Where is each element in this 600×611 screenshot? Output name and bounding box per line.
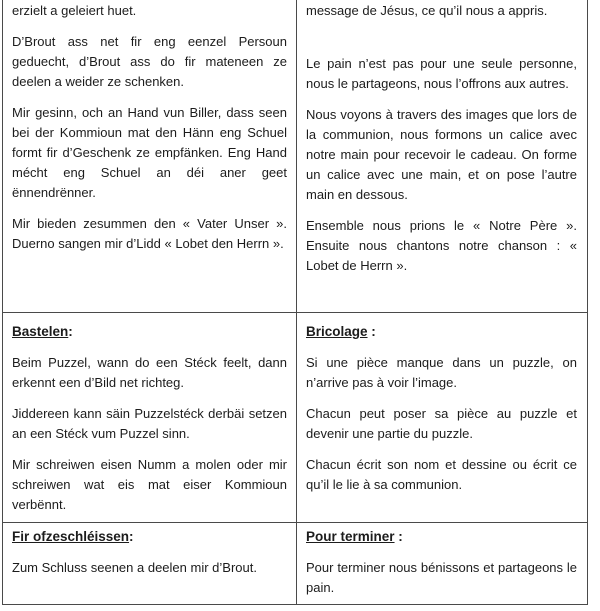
heading-colon: : bbox=[68, 324, 73, 339]
table-row bbox=[3, 312, 587, 522]
heading-text: Fir ofzeschléissen bbox=[12, 529, 130, 544]
paragraph: Nous voyons à travers des images que lors de la communion, nous formons un calice avec notre main pour recevoir le cadeau. On forme un calice avec une main, et on pose l’autre main en dessous. bbox=[306, 107, 577, 202]
table-row bbox=[3, 0, 587, 312]
paragraph: Zum Schluss seenen a deelen mir d’Brout. bbox=[12, 560, 257, 575]
section-heading bbox=[306, 322, 577, 342]
section-heading bbox=[12, 527, 287, 547]
cell-french-craft bbox=[297, 313, 586, 522]
section-heading bbox=[12, 322, 287, 342]
heading-colon: : bbox=[367, 324, 376, 339]
cell-luxembourgish-craft bbox=[3, 313, 297, 522]
paragraph: Pour terminer nous bénissons et partageons le pain. bbox=[306, 560, 577, 595]
paragraph: Ensemble nous prions le « Notre Père ». Ensuite nous chantons notre chanson : « Lobet de Herrn ». bbox=[306, 218, 577, 273]
paragraph: Chacun écrit son nom et dessine ou écrit ce qu’il le lie à sa communion. bbox=[306, 457, 577, 492]
table-row bbox=[3, 522, 587, 604]
paragraph: Mir schreiwen eisen Numm a molen oder mir schreiwen wat eis mat eiser Kommioun verbënnt. bbox=[12, 457, 287, 512]
bilingual-table bbox=[2, 0, 588, 605]
paragraph: Mir bieden zesummen den « Vater Unser ». Duerno sangen mir d’Lidd « Lobet den Herrn ». bbox=[12, 216, 287, 251]
paragraph: Mir gesinn, och an Hand vun Biller, dass seen bei der Kommioun mat den Hänn eng Schuel formt fir d’Geschenk ze empfänken. Eng Hand mécht eng Schuel an déi aner geet ënnendrënner. bbox=[12, 105, 287, 200]
heading-colon: : bbox=[394, 529, 403, 544]
section-heading bbox=[306, 527, 577, 547]
paragraph: D’Brout ass net fir eng eenzel Persoun geduecht, d’Brout ass do fir mateneen ze deelen a weider ze schenken. bbox=[12, 34, 287, 89]
heading-text: Bricolage bbox=[306, 324, 368, 339]
paragraph: message de Jésus, ce qu’il nous a appris. bbox=[306, 3, 548, 18]
paragraph: Le pain n’est pas pour une seule personne, nous le partageons, nous l’offrons aux autres. bbox=[306, 56, 577, 91]
paragraph: erzielt a geleiert huet. bbox=[12, 3, 137, 18]
cell-luxembourgish-intro bbox=[3, 0, 297, 312]
cell-luxembourgish-closing bbox=[3, 523, 297, 604]
heading-text: Bastelen bbox=[12, 324, 69, 339]
cell-french-intro bbox=[297, 0, 586, 312]
paragraph: Chacun peut poser sa pièce au puzzle et devenir une partie du puzzle. bbox=[306, 406, 577, 441]
paragraph: Jiddereen kann säin Puzzelstéck derbäi setzen an een Stéck vum Puzzel sinn. bbox=[12, 406, 287, 441]
paragraph: Beim Puzzel, wann do een Stéck feelt, dann erkennt een d’Bild net richteg. bbox=[12, 355, 287, 390]
cell-french-closing bbox=[297, 523, 586, 604]
heading-colon: : bbox=[129, 529, 134, 544]
paragraph: Si une pièce manque dans un puzzle, on n’arrive pas à voir l’image. bbox=[306, 355, 577, 390]
heading-text: Pour terminer bbox=[306, 529, 395, 544]
